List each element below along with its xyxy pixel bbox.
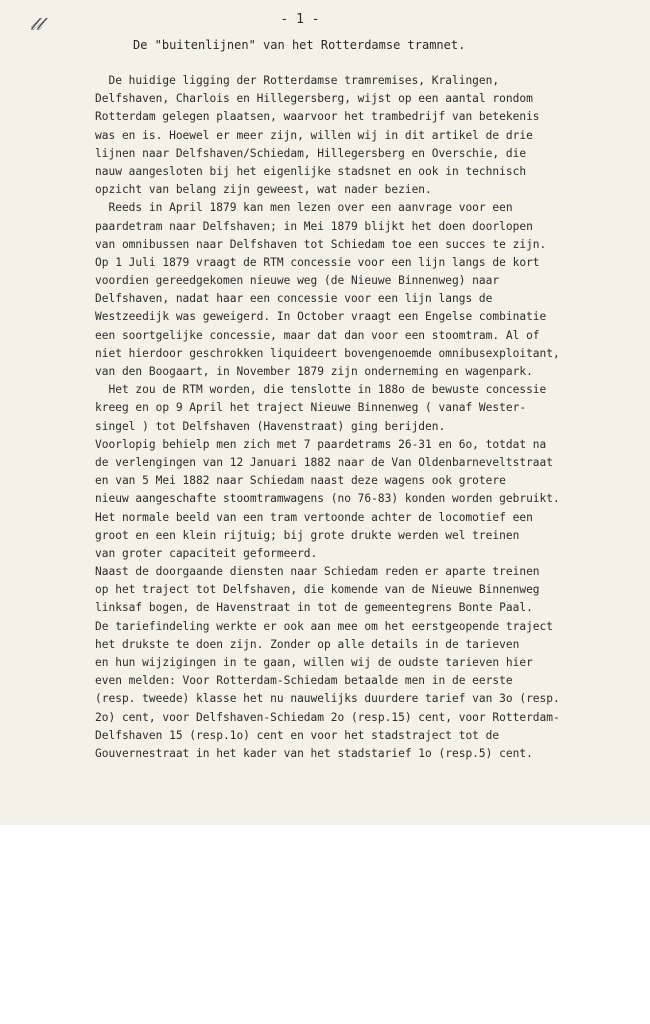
text-line: Het zou de RTM worden, die tenslotte in 188o de bewuste concessie bbox=[95, 383, 547, 397]
document-body bbox=[95, 72, 630, 763]
text-line: De huidige ligging der Rotterdamse tramremises, Kralingen, bbox=[95, 74, 500, 87]
text-line: Delfshaven, Charlois en Hillegersberg, wijst op een aantal rondom bbox=[95, 92, 533, 106]
text-line: Rotterdam gelegen plaatsen, waarvoor het trambedrijf van betekenis bbox=[95, 110, 540, 124]
text-line: was en is. Hoewel er meer zijn, willen wij in dit artikel de drie bbox=[95, 128, 533, 142]
text-line: Gouvernestraat in het kader van het stadstarief 1o (resp.5) cent. bbox=[95, 746, 533, 760]
text-line: nauw aangesloten bij het eigenlijke stadsnet en ook in technisch bbox=[95, 164, 527, 178]
text-line: kreeg en op 9 April het traject Nieuwe Binnenweg ( vanaf Wester- bbox=[95, 401, 527, 415]
text-line: van omnibussen naar Delfshaven tot Schiedam toe een succes te zijn. bbox=[95, 237, 547, 251]
text-line: Delfshaven, nadat haar een concessie voor een lijn langs de bbox=[95, 292, 493, 306]
text-line: het drukste te doen zijn. Zonder op alle details in de tarieven bbox=[95, 637, 520, 651]
handwritten-margin-mark: 𝓁𝓁 bbox=[30, 14, 42, 35]
text-line: 2o) cent, voor Delfshaven-Schiedam 2o (resp.15) cent, voor Rotterdam- bbox=[95, 710, 560, 724]
text-line: Reeds in April 1879 kan men lezen over een aanvrage voor een bbox=[95, 201, 513, 215]
text-line: paardetram naar Delfshaven; in Mei 1879 blijkt het doen doorlopen bbox=[95, 219, 533, 233]
text-line: Het normale beeld van een tram vertoonde achter de locomotief een bbox=[95, 510, 533, 524]
text-line: nieuw aangeschafte stoomtramwagens (no 76-83) konden worden gebruikt. bbox=[95, 492, 560, 506]
text-line: De tariefindeling werkte er ook aan mee om het eerstgeopende traject bbox=[95, 619, 554, 633]
text-line: niet hierdoor geschrokken liquideert bovengenoemde omnibusexploitant, bbox=[95, 346, 560, 360]
text-line: van den Boogaart, in November 1879 zijn onderneming en wagenpark. bbox=[95, 365, 533, 378]
text-line: groot en een klein rijtuig; bij grote drukte werden wel treinen bbox=[95, 528, 520, 542]
text-line: en hun wijzigingen in te gaan, willen wij de oudste tarieven hier bbox=[95, 656, 533, 669]
text-line: van groter capaciteit geformeerd. bbox=[95, 546, 318, 560]
text-line: een soortgelijke concessie, maar dat dan voor een stoomtram. Al of bbox=[95, 328, 540, 342]
text-line: Op 1 Juli 1879 vraagt de RTM concessie voor een lijn langs de kort bbox=[95, 255, 540, 269]
text-line: op het traject tot Delfshaven, die komende van de Nieuwe Binnenweg bbox=[95, 583, 540, 597]
text-line: Westzeedijk was geweigerd. In October vraagt een Engelse combinatie bbox=[95, 310, 547, 324]
text-line: Delfshaven 15 (resp.1o) cent en voor het stadstraject tot de bbox=[95, 728, 500, 742]
text-line: (resp. tweede) klasse het nu nauwelijks duurdere tarief van 3o (resp. bbox=[95, 692, 560, 706]
text-line: opzicht van belang zijn geweest, wat nader bezien. bbox=[95, 183, 432, 197]
text-line: even melden: Voor Rotterdam-Schiedam betaalde men in de eerste bbox=[95, 674, 513, 688]
text-line: voordien gereedgekomen nieuwe weg (de Nieuwe Binnenweg) naar bbox=[95, 274, 500, 288]
text-line: Naast de doorgaande diensten naar Schiedam reden er aparte treinen bbox=[95, 565, 540, 579]
text-line: Voorlopig behielp men zich met 7 paardetrams 26-31 en 6o, totdat na bbox=[95, 437, 547, 451]
text-line: de verlengingen van 12 Januari 1882 naar de Van Oldenbarneveltstraat bbox=[95, 455, 554, 469]
page-number: - 1 - bbox=[280, 12, 320, 27]
document-title: De "buitenlijnen" van het Rotterdamse tramnet. bbox=[133, 38, 466, 52]
text-line: en van 5 Mei 1882 naar Schiedam naast deze wagens ook grotere bbox=[95, 474, 506, 488]
text-line: singel ) tot Delfshaven (Havenstraat) ging berijden. bbox=[95, 419, 446, 433]
text-line: lijnen naar Delfshaven/Schiedam, Hillegersberg en Overschie, die bbox=[95, 146, 527, 160]
text-line: linksaf bogen, de Havenstraat in tot de gemeentegrens Bonte Paal. bbox=[95, 601, 533, 615]
